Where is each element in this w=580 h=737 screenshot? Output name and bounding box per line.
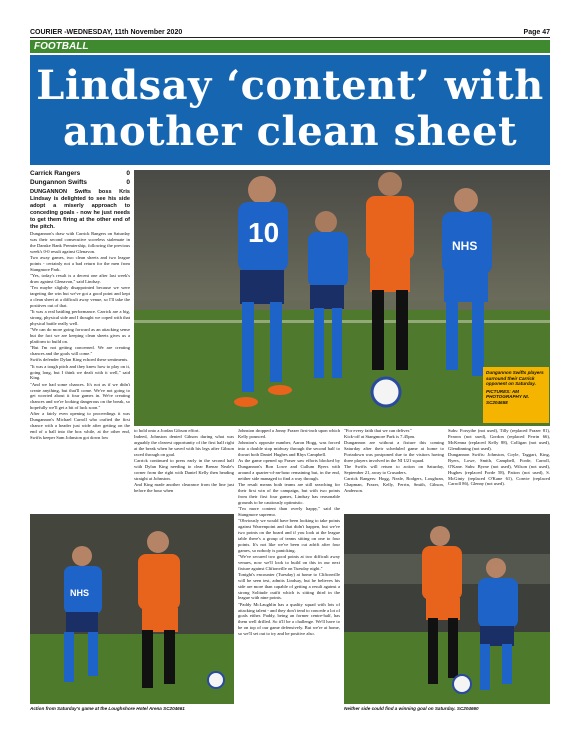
right-photo — [344, 514, 550, 704]
headline-line-2: another clean sheet — [62, 108, 518, 155]
article-column-5 — [448, 428, 550, 512]
paragraph: "Obviously we would have been looking to take points against Warrenpoint and that didn't happen, but we've two points on the board and if you look at the league table there's a group of teams sitting on one to four points. It's not like we've been cut adrift after four games, so nobody is panicking. — [238, 518, 340, 553]
paragraph: The result means both teams are still searching for their first win of the campaign, but with two points from their first four games, Lindsay has reasonable grounds to be cautiously optimistic. — [238, 482, 340, 505]
headline — [30, 55, 550, 165]
paragraph: Indeed, Johnston denied Gibson during what was arguably the clearest opportunity of the first half right at the break when he saved with his legs after Gibson raced through on goal. — [134, 434, 234, 457]
left-photo — [30, 514, 234, 704]
paragraph: "For every faith that we can deliver." — [344, 428, 412, 433]
paragraph: Johnston's opposite number, Aaron Hogg, was forced into a double stop midway through the second half to thwart both Daniel Hughes and Rhys Campbell. — [238, 440, 340, 457]
paragraph: to hold onto a Jordan Gibson effort. — [134, 428, 200, 433]
paragraph: Tonight's encounter (Tuesday) at home to Cliftonville will be seen test, admits Lindsay, but he believes his side are more than capable of getting a result against a strong Solitude outfit which is sitting third in the league with nine points. — [238, 571, 340, 601]
paragraph: Two away games, two clean sheets and two league points - certainly not a bad return for the men from Stangmore Park. — [30, 255, 130, 273]
article-column-3 — [238, 428, 340, 728]
left-photo-caption: Action from Saturday's game at the Loughshore Hotel Arena SC204661 — [30, 706, 185, 711]
paragraph: As the game opened up Fraser saw efforts blocked by Dungannon's Ron Lowe and Cullum Byers with around a quarter-of-an-hour remaining but, in the end, neither side managed to find a way through. — [238, 458, 340, 481]
team-name: Dungannon Swifts — [30, 178, 88, 186]
left-photo-image — [30, 514, 234, 704]
paragraph: Carrick Rangers: Hogg, Neale, Rodgers, Loughran, Chapman, Frazer, Kelly, Ferrin, Smith, Gibson, Anderson. — [344, 476, 444, 494]
paragraph: Swifts defender Dylan King echoed these sentiments. — [30, 357, 129, 363]
section-label: FOOTBALL — [30, 40, 550, 53]
paragraph: "Paddy McLaughlin has a quality squad with lots of attacking talent - and they don't tend to concede a lot of goals either. Paddy, being an former centre-half, has them well drilled. So it'll be a challenge. We'll have to be on top of our game defensively. But we're at home, so we'll set out to try and be positive also. — [238, 601, 340, 637]
paragraph: Subs: Forsythe (not used), Tilly (replaced Frazer 81), Fearon (not used), Gordon (replaced Ferrin 66), McKenna (replaced Kelly 88), Colligan (not used), Glendinning (not used). — [448, 428, 550, 451]
article-column-2 — [134, 428, 234, 512]
paragraph: "I'm more content than overly happy," said the Stangmore supremo. — [238, 505, 340, 517]
article-lead: DUNGANNON Swifts boss Kris Lindsay is delighted to see his side adopt a miserly approach to conceding goals - now he just needs to get them firing at the other end of the pitch. — [30, 189, 130, 230]
right-photo-image — [344, 514, 550, 704]
paragraph: "But I'm not getting concerned. We are creating chances and the goals will come." — [30, 345, 130, 357]
article-column-4 — [344, 428, 444, 512]
score-row — [30, 170, 130, 179]
svg-text:NHS: NHS — [452, 239, 478, 253]
paragraph: Carrick continued to press early in the second half with Dylan King needing to clear Brenar Neale's corner from the right with Daniel Kelly then heading straight at Johnston. — [134, 458, 234, 481]
caption-text: Dungannon Swifts players surround their Carrick opponent on Saturday. — [486, 370, 544, 387]
paragraph: After a fairly even opening to proceedings it was Dungannon's Michael Carroll who crafted the first chance with a header just wide after getting on the end of a ball into the box while, at the other end, Swifts keeper Sam Johnston got down low — [30, 411, 130, 441]
scoreline — [30, 170, 130, 187]
paragraph: "It was a real battling performance. Carrick are a big, strong, physical side and I thought we coped with that physical battle really well. — [30, 309, 130, 327]
paragraph: Johnston dropped a Jonny Frazer first-inch upon which Kelly pounced. — [238, 428, 340, 439]
right-photo-caption: Neither side could find a winning goal on Saturday. SC204660 — [344, 706, 479, 711]
score-row — [30, 179, 130, 188]
paragraph: The Swifts will return to action on Saturday, September 21, away to Crusaders. — [344, 464, 444, 476]
paragraph: "We've secured two good points at two difficult away venues, now we'll look to build on this in our next fixture against Cliftonville on Tuesday night." — [238, 553, 340, 571]
paragraph: "And we had some chances. It's not as if we didn't create anything, but that'll come. We've not going to get worried about it four games in. We're creating chances and we're looking dangerous on the break, so hopefully we'll get a bit of luck soon." — [30, 381, 130, 411]
paragraph: Dungannon Swifts: Johnston, Coyle, Taggart, King, Byers, Lowe, Smith, Campbell, Forde, Carroll, O'Kane. Subs: Byrne (not used), Wilson (not used), Hughes (replaced Forde 58), Patton (not used), S. McGinty (replaced O'Kane 61), Convie (replaced Carroll 86), Glenny (not used). — [448, 451, 550, 487]
paragraph: "I'm maybe slightly disappointed because we were targeting the win but we've got a good point and kept a clean sheet at a difficult away venue, so I'll take the positives out of that. — [30, 285, 130, 309]
paragraph: And King made another clearance from the line just before the hour when — [134, 482, 234, 493]
main-photo-caption — [483, 367, 549, 423]
headline-line-1: Lindsay ‘content’ with — [36, 62, 544, 109]
paragraph: Dungannon's draw with Carrick Rangers on Saturday was their second consecutive scoreless stalemate in the Danske Bank Premiership, following the previous week's 0-0 result against Glenavon. — [30, 231, 130, 255]
team-name: Carrick Rangers — [30, 170, 81, 177]
page-header — [30, 26, 550, 38]
svg-text:10: 10 — [248, 217, 280, 248]
paragraph: Kick-off at Stangmore Park is 7.45pm. — [344, 434, 416, 440]
photo-credit: PICTURES: AM PHOTOGRAPHY NI. SC204658 — [486, 388, 529, 405]
team-score: 0 — [126, 178, 130, 186]
team-score: 0 — [126, 170, 130, 177]
page-number: Page 47 — [523, 29, 550, 36]
paragraph: "We can do more going forward as an attacking sense but the fact we are keeping clean sheets gives us a platform to build on. — [30, 327, 130, 345]
paper-date: COURIER -WEDNESDAY, 11th November 2020 — [30, 29, 183, 36]
svg-text:NHS: NHS — [70, 588, 90, 598]
paragraph: "Yes, today's result is a decent one after last week's draw against Glenavon," said Lindsay. — [30, 273, 130, 285]
paragraph: Dungannon are without a fixture this coming Saturday after their scheduled game at home to Portadown was postponed due to the visitors having three players involved in the NI U21 squad. — [344, 440, 444, 464]
paragraph: "It was a tough pitch and they knew how to play on it, going long, but I think we dealt with it well," said King. — [30, 363, 130, 381]
